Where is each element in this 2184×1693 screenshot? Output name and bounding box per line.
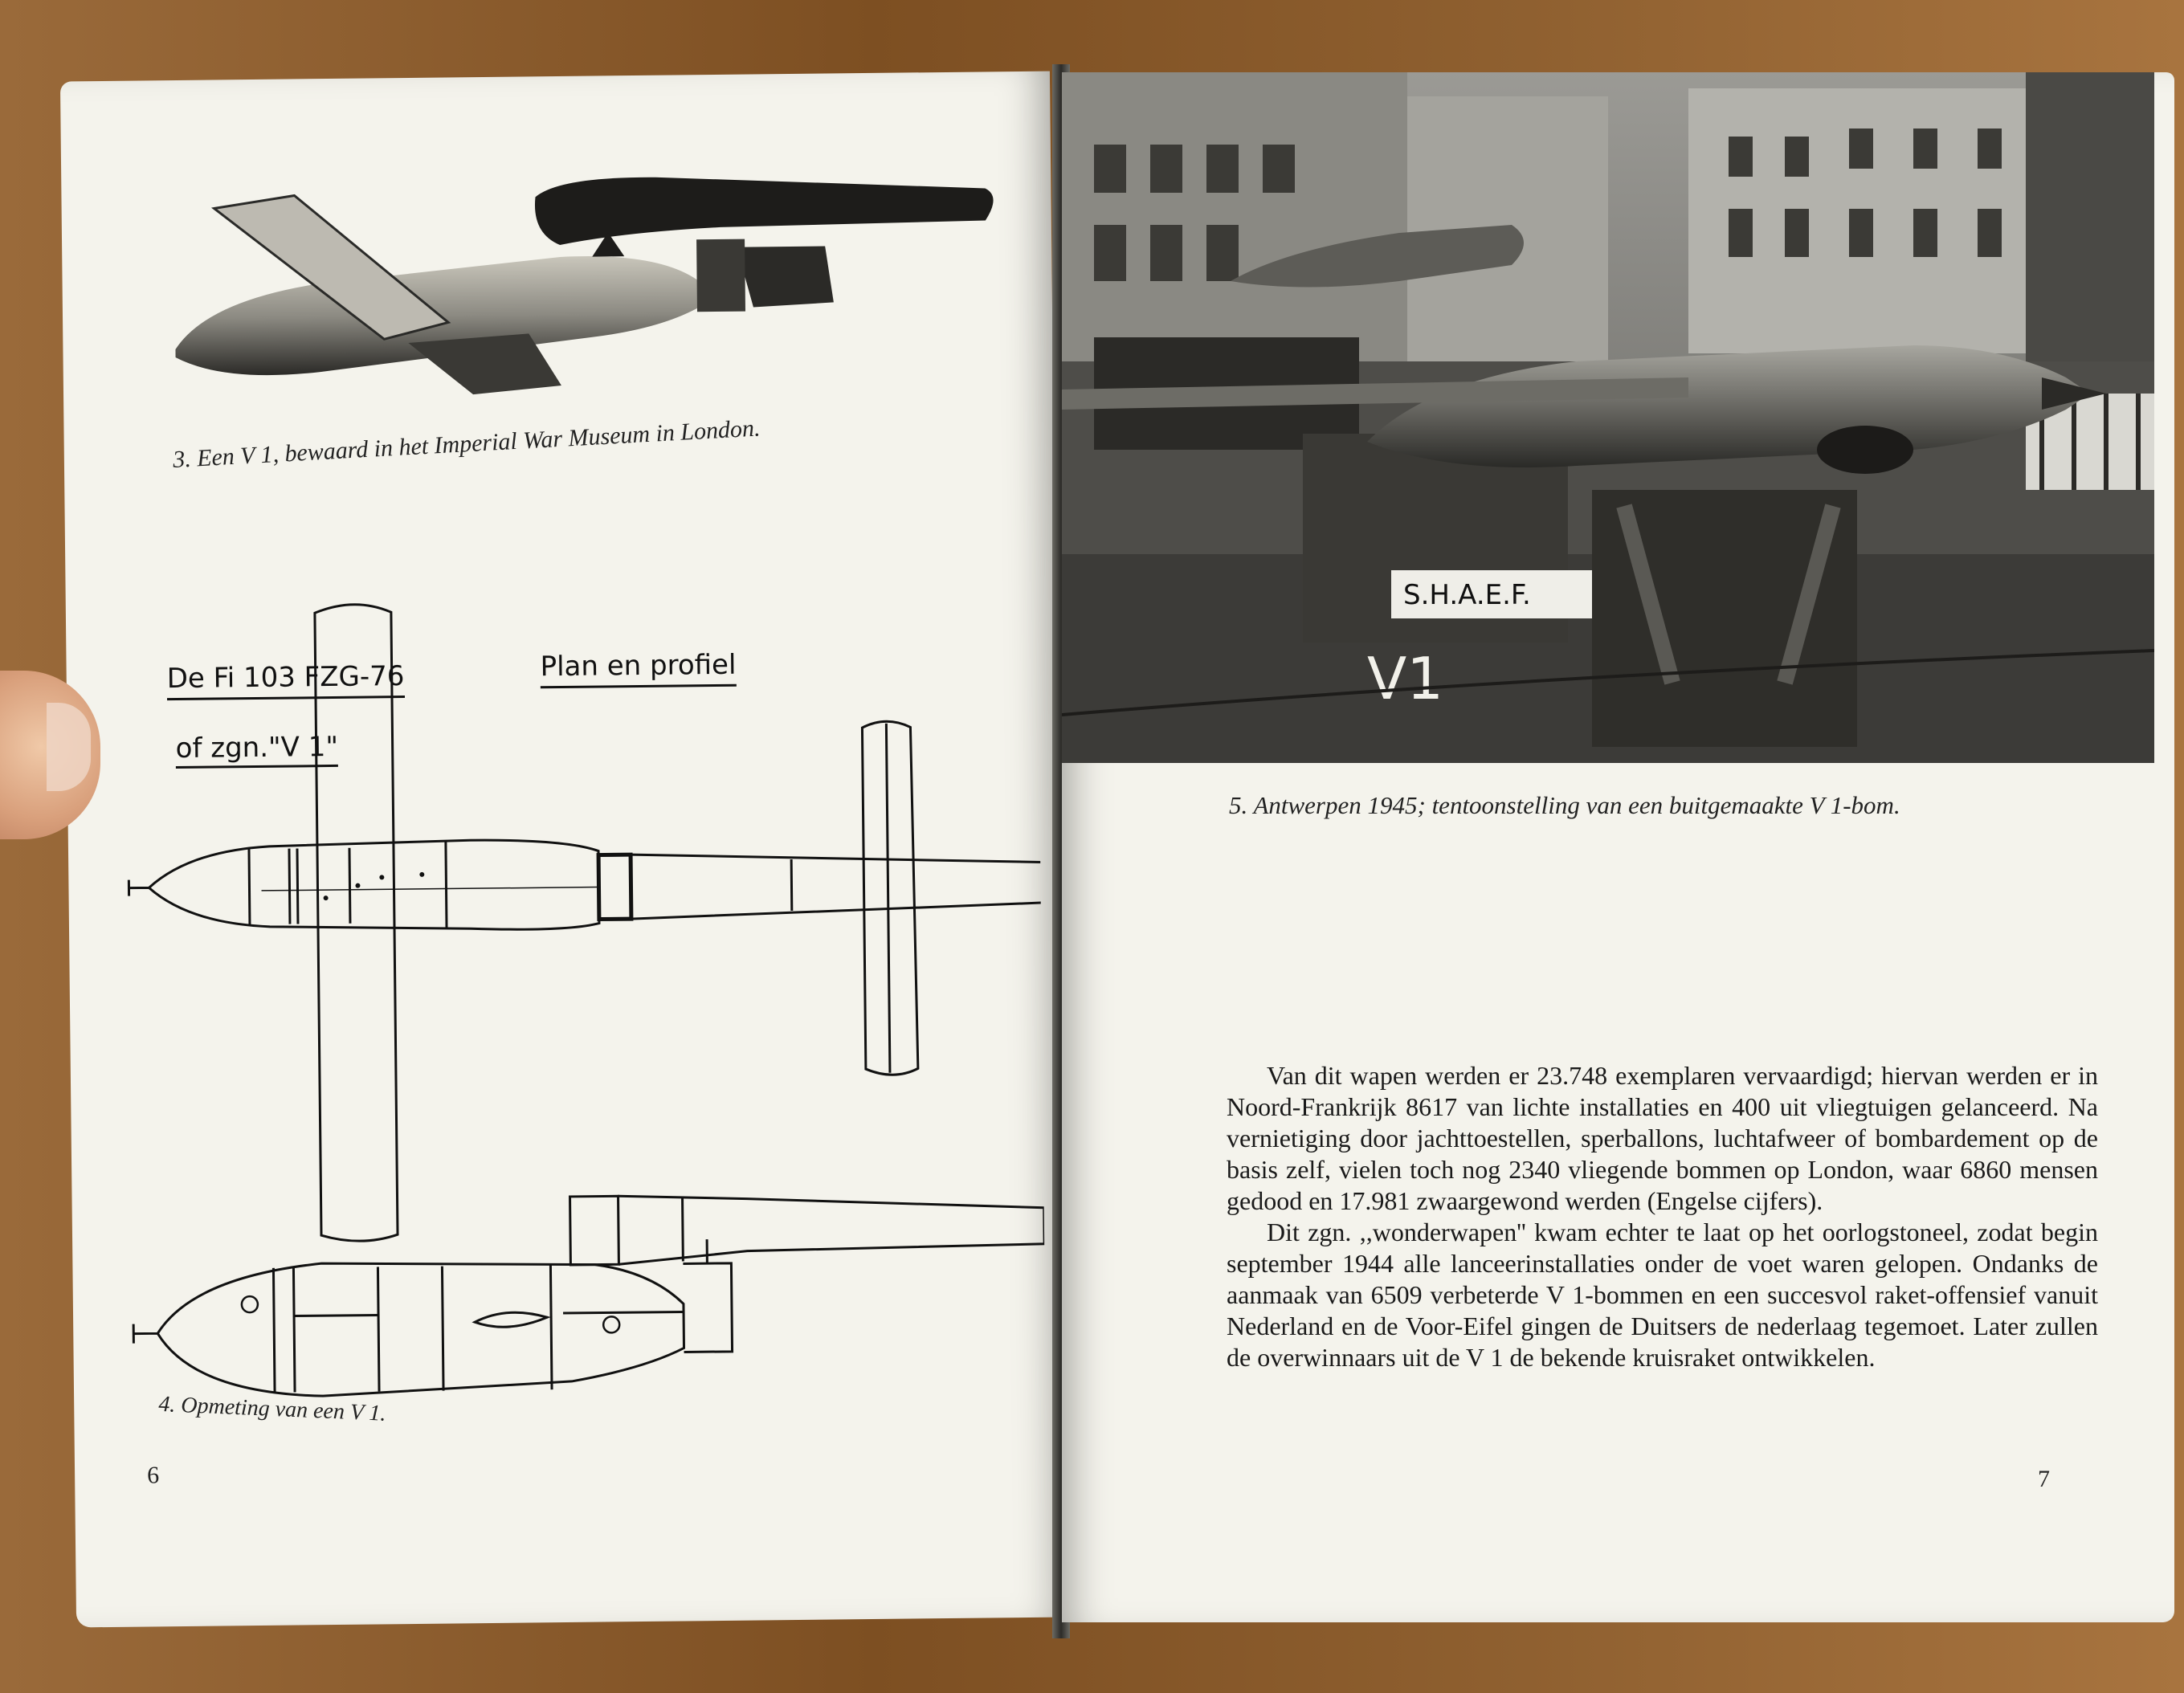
article-body (1227, 1060, 2098, 1373)
page-number-right: 7 (2038, 1466, 2050, 1492)
drawing-caption-4: 4. Opmeting van een V 1. (157, 1391, 387, 1426)
left-page (60, 71, 1066, 1628)
crate-shaef-text: S.H.A.E.F. (1403, 579, 1531, 611)
thumbnail-nail (47, 703, 91, 791)
v1-profile-drawing (120, 1148, 1046, 1414)
photo-caption-3: 3. Een V 1, bewaard in het Imperial War Museum in London. (172, 414, 761, 474)
ground-v1-text: V1 (1367, 645, 1444, 712)
drawing-title-line2: of zgn."V 1" (175, 731, 338, 769)
page-number-left: 6 (146, 1462, 160, 1489)
paragraph-1: Van dit wapen werden er 23.748 exemplaren vervaardigd; hiervan werden er in Noord-Frankrijk 8617 van lichte installaties en 400 uit vliegtuigen gelanceerd. Na vernietiging door jachttoestellen, sperballons, luchtafweer of bombardement op de basis zelf, vielen toch nog 2340 vliegende bommen op London, waar 6860 mensen gedood en 17.981 zwaargewond werden (Engelse cijfers). (1227, 1061, 2098, 1215)
right-page (1062, 72, 2174, 1622)
paragraph-2: Dit zgn. ,,wonderwapen'' kwam echter te laat op het oorlogstoneel, zodat begin september 1944 alle lanceerinstallaties onder de voet waren gelopen. Ondanks de aanmaak van 6509 verbeterde V 1-bommen en een succesvol raket-offensief vanuit Nederland en de Voor-Eifel gingen de Duitsers de nederlaag tegemoet. Later zullen de overwinnaars uit de V 1 de bekende kruisraket ontwikkelen. (1227, 1218, 2098, 1372)
v1-museum-photo (141, 163, 1066, 430)
drawing-title-line1: De Fi 103 FZG-76 (167, 660, 405, 700)
photo-caption-5: 5. Antwerpen 1945; tentoonstelling van een buitgemaakte V 1-bom. (1229, 791, 1900, 819)
drawing-subtitle: Plan en profiel (540, 649, 736, 689)
antwerp-v1-photo (1062, 72, 2154, 763)
